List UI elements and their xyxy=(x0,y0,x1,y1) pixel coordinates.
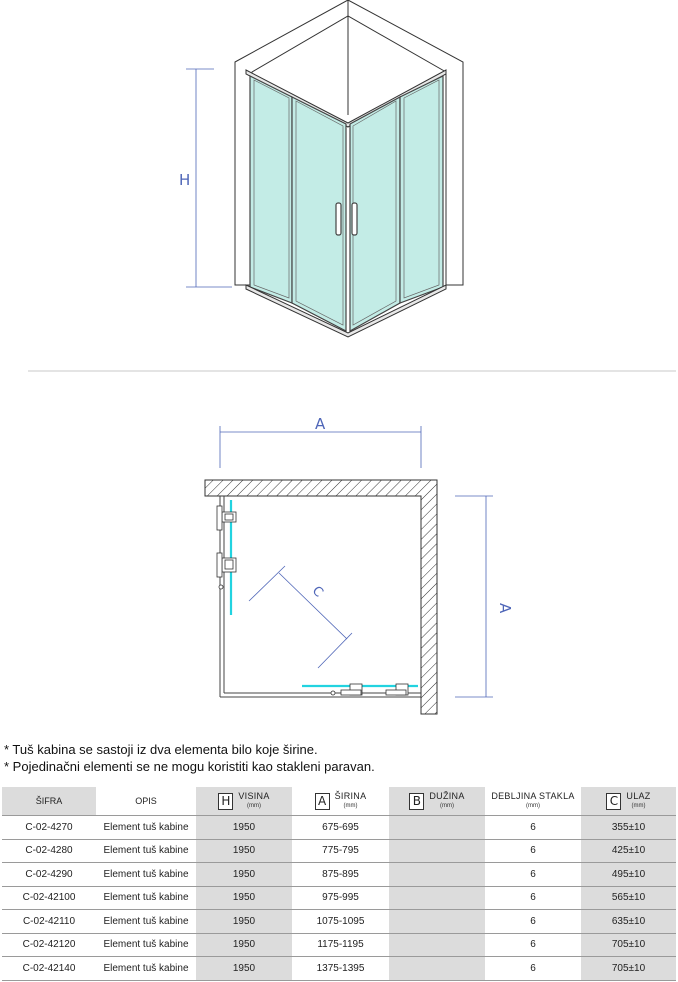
note-1: * Tuš kabina se sastoji iz dva elementa bilo koje širine. xyxy=(4,742,318,757)
table-row xyxy=(2,957,676,981)
table-cell: 1375-1395 xyxy=(292,957,389,981)
section-divider xyxy=(0,368,678,374)
table-cell: Element tuš kabine xyxy=(96,863,196,887)
table-cell xyxy=(389,910,485,934)
table-cell: C-02-42110 xyxy=(2,910,96,934)
table-cell: C-02-4280 xyxy=(2,839,96,863)
header-opis: OPIS xyxy=(96,787,196,816)
table-cell: 495±10 xyxy=(581,863,676,887)
table-cell: 355±10 xyxy=(581,816,676,840)
header-duzina: B DUŽINA (mm) xyxy=(389,787,485,816)
walls xyxy=(205,480,437,714)
table-cell: 6 xyxy=(485,816,581,840)
shower-cabin-3d-drawing xyxy=(0,0,678,350)
table-cell: 975-995 xyxy=(292,886,389,910)
table-cell: 1950 xyxy=(196,957,292,981)
table-header-row xyxy=(2,787,676,816)
table-cell: Element tuš kabine xyxy=(96,816,196,840)
table-cell: 1175-1195 xyxy=(292,933,389,957)
table-row xyxy=(2,863,676,887)
table-cell: 6 xyxy=(485,957,581,981)
table-cell: Element tuš kabine xyxy=(96,886,196,910)
diagonal-label: C xyxy=(308,583,326,601)
header-sifra: ŠIFRA xyxy=(2,787,96,816)
table-cell: 635±10 xyxy=(581,910,676,934)
notes xyxy=(4,741,375,775)
table-cell xyxy=(389,957,485,981)
width-label-side: A xyxy=(496,603,514,614)
table-cell xyxy=(389,816,485,840)
table-cell: 1075-1095 xyxy=(292,910,389,934)
table-cell: 6 xyxy=(485,886,581,910)
table-cell: 6 xyxy=(485,863,581,887)
table-cell: C-02-42120 xyxy=(2,933,96,957)
header-debljina: DEBLJINA STAKLA (mm) xyxy=(485,787,581,816)
table-cell: 1950 xyxy=(196,863,292,887)
note-2: * Pojedinačni elementi se ne mogu koristiti kao stakleni paravan. xyxy=(4,759,375,774)
table-cell: C-02-42140 xyxy=(2,957,96,981)
table-cell xyxy=(389,863,485,887)
table-row xyxy=(2,816,676,840)
spec-table xyxy=(2,787,676,981)
table-cell: Element tuš kabine xyxy=(96,910,196,934)
table-cell xyxy=(389,839,485,863)
table-cell: 6 xyxy=(485,839,581,863)
table-cell: 1950 xyxy=(196,886,292,910)
table-cell: Element tuš kabine xyxy=(96,839,196,863)
a-icon: A xyxy=(315,793,330,810)
table-cell: 1950 xyxy=(196,839,292,863)
table-cell: 1950 xyxy=(196,816,292,840)
table-cell xyxy=(389,886,485,910)
table-row xyxy=(2,910,676,934)
header-ulaz: C ULAZ (mm) xyxy=(581,787,676,816)
c-icon: C xyxy=(606,793,621,810)
table-cell: Element tuš kabine xyxy=(96,933,196,957)
table-row xyxy=(2,886,676,910)
table-cell: 6 xyxy=(485,910,581,934)
table-row xyxy=(2,839,676,863)
width-label-top: A xyxy=(315,415,326,433)
table-cell: 775-795 xyxy=(292,839,389,863)
table-cell: Element tuš kabine xyxy=(96,957,196,981)
b-icon: B xyxy=(409,793,424,810)
table-cell: 675-695 xyxy=(292,816,389,840)
table-cell: 565±10 xyxy=(581,886,676,910)
height-label: H xyxy=(179,171,191,189)
table-row xyxy=(2,933,676,957)
table-cell: C-02-4290 xyxy=(2,863,96,887)
table-cell: 705±10 xyxy=(581,957,676,981)
header-sirina: A ŠIRINA (mm) xyxy=(292,787,389,816)
table-cell: 1950 xyxy=(196,933,292,957)
table-cell: 6 xyxy=(485,933,581,957)
table-cell: C-02-4270 xyxy=(2,816,96,840)
header-visina: H VISINA (mm) xyxy=(196,787,292,816)
floor-plan-top-view xyxy=(0,410,678,720)
table-cell: C-02-42100 xyxy=(2,886,96,910)
table-cell: 1950 xyxy=(196,910,292,934)
table-cell: 705±10 xyxy=(581,933,676,957)
table-cell: 425±10 xyxy=(581,839,676,863)
table-cell: 875-895 xyxy=(292,863,389,887)
h-icon: H xyxy=(218,793,233,810)
table-cell xyxy=(389,933,485,957)
